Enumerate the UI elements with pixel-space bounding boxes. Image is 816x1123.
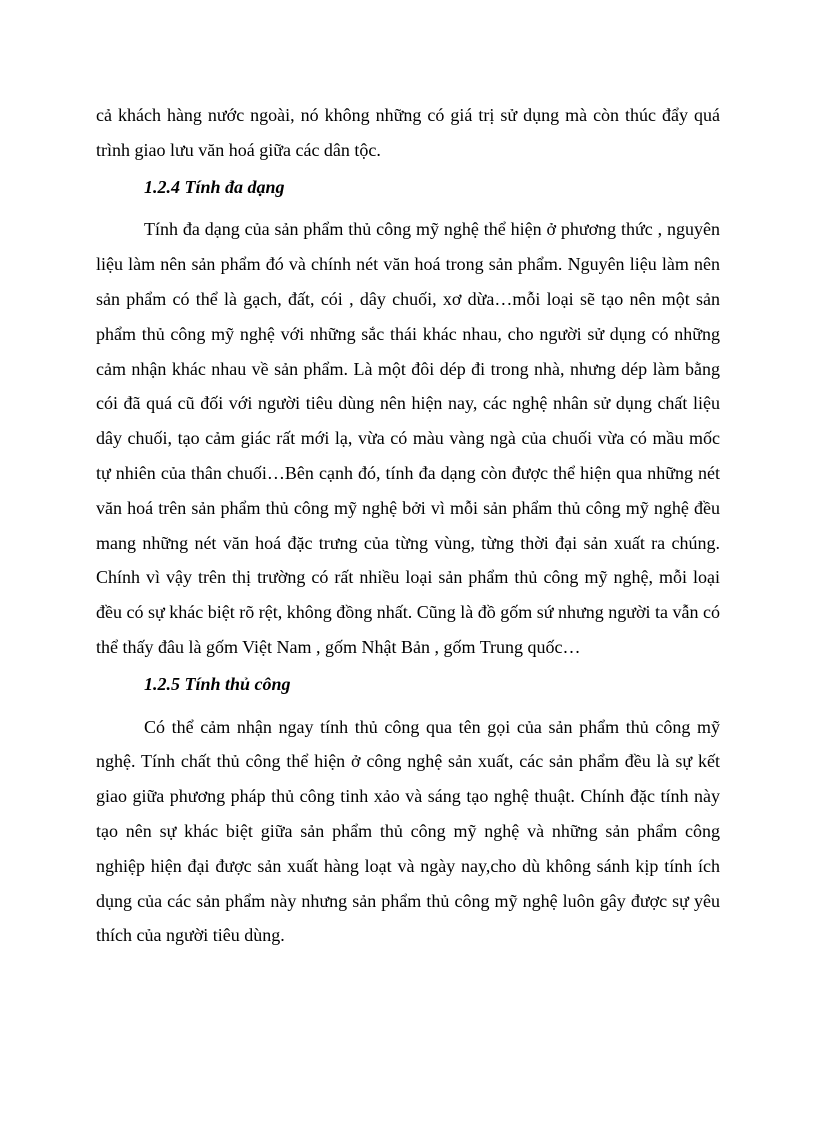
intro-paragraph: cả khách hàng nước ngoài, nó không những có giá trị sử dụng mà còn thúc đẩy quá trình giao lưu văn hoá giữa các dân tộc.: [96, 105, 720, 160]
section-paragraph-1-2-4: Tính đa dạng của sản phẩm thủ công mỹ nghệ thể hiện ở phương thức , nguyên liệu làm nên sản phẩm đó và chính nét văn hoá trong sản phẩm. Nguyên liệu làm nên sản phẩm có thể là gạch, đất, cói , dây chuối, xơ dừa…mỗi loại sẽ tạo nên một sản phẩm thủ công mỹ nghệ với những sắc thái khác nhau, cho người sử dụng có những cảm nhận khác nhau về sản phẩm. Là một đôi dép đi trong nhà, nhưng dép làm bằng cói đã quá cũ đối với người tiêu dùng nên hiện nay, các nghệ nhân sử dụng chất liệu dây chuối, tạo cảm giác rất mới lạ, vừa có màu vàng ngà của chuối vừa có mầu mốc tự nhiên của thân chuối…Bên cạnh đó, tính đa dạng còn được thể hiện qua những nét văn hoá trên sản phẩm thủ công mỹ nghệ bởi vì mỗi sản phẩm thủ công mỹ nghệ đều mang những nét văn hoá đặc trưng của từng vùng, từng thời đại sản xuất ra chúng. Chính vì vậy trên thị trường có rất nhiều loại sản phẩm thủ công mỹ nghệ, mỗi loại đều có sự khác biệt rõ rệt, không đồng nhất. Cũng là đồ gốm sứ nhưng người ta vẫn có thể thấy đâu là gốm Việt Nam , gốm Nhật Bản , gốm Trung quốc…: [96, 219, 720, 657]
document-page: [96, 98, 720, 953]
section-heading-1-2-5: 1.2.5 Tính thủ công: [144, 673, 291, 694]
section-paragraph-1-2-5: Có thể cảm nhận ngay tính thủ công qua tên gọi của sản phẩm thủ công mỹ nghệ. Tính chất thủ công thể hiện ở công nghệ sản xuất, các sản phẩm đều là sự kết giao giữa phương pháp thủ công tinh xảo và sáng tạo nghệ thuật. Chính đặc tính này tạo nên sự khác biệt giữa sản phẩm thủ công mỹ nghệ và những sản phẩm công nghiệp hiện đại được sản xuất hàng loạt và ngày nay,cho dù không sánh kịp tính ích dụng của các sản phẩm này nhưng sản phẩm thủ công mỹ nghệ luôn gây được sự yêu thích của người tiêu dùng.: [96, 716, 720, 946]
section-heading-1-2-4: 1.2.4 Tính đa dạng: [144, 176, 285, 197]
